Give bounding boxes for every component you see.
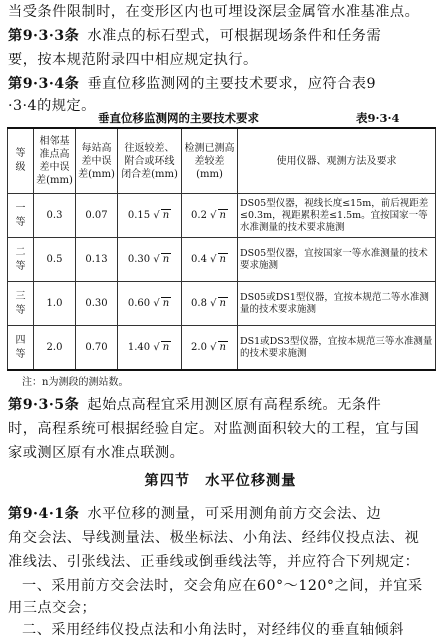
clause-text: 垂直位移监测网的主要技术要求，应符合表9 bbox=[87, 76, 376, 92]
clause-number: 第9·3·4条 bbox=[8, 76, 80, 92]
clause-9-4-1-line-2: 角交会法、导线测量法、极坐标法、小角法、经纬仪投点法、视 bbox=[8, 530, 420, 546]
clause-9-3-5-line-2: 时，高程系统可根据经验自定。对监测面积较大的工程，宜与国 bbox=[8, 421, 420, 437]
value-cell: 0.2 √ n bbox=[182, 194, 238, 238]
section-title: 第四节 水平位移测量 bbox=[144, 473, 297, 489]
value-cell: 0.30 bbox=[76, 282, 118, 326]
clause-text: 起始点高程宜采用测区原有高程系统。无条件 bbox=[87, 397, 382, 413]
sqrt-var: n bbox=[162, 342, 170, 353]
sqrt-var: n bbox=[219, 254, 226, 265]
table-row bbox=[8, 326, 436, 371]
clause-9-3-4-line-1 bbox=[8, 72, 435, 96]
clause-9-3-3-line-2: 要，按本规范附录四中相应规定执行。 bbox=[8, 52, 258, 68]
value-cell: 0.70 bbox=[76, 326, 118, 371]
sqrt-var: n bbox=[219, 210, 226, 221]
clause-9-3-5-line-1 bbox=[8, 393, 435, 417]
value-cell: 0.60 √ n bbox=[118, 282, 182, 326]
header-closure-error: 往返较差、附合或环线闭合差(mm) bbox=[118, 128, 182, 194]
value-cell: 0.8 √ n bbox=[182, 282, 238, 326]
value-cell: 0.07 bbox=[76, 194, 118, 238]
value-cell: 0.3 bbox=[34, 194, 76, 238]
clause-9-4-1-line-3: 准线法、引张线法、正垂线或倒垂线法等，并应符合下列规定： bbox=[8, 554, 420, 570]
table-row bbox=[8, 194, 436, 238]
sqrt-var: n bbox=[162, 210, 170, 221]
header-grade: 等级 bbox=[8, 128, 34, 194]
clause-number: 第9·3·3条 bbox=[8, 28, 80, 44]
table-header-row bbox=[8, 128, 436, 194]
clause-9-4-1-line-1 bbox=[8, 502, 435, 526]
value-cell: 0.4 √ n bbox=[182, 238, 238, 282]
sqrt-icon: √ bbox=[210, 298, 217, 309]
method-cell: DS05型仪器，视线长度≤15m，前后视距差≤0.3m，视距累积差≤1.5m。宜按国家一等水准测量的技术要求施测 bbox=[238, 194, 436, 238]
grade-cell: 四等 bbox=[8, 326, 34, 371]
table-row bbox=[8, 238, 436, 282]
sqrt-var: n bbox=[219, 342, 226, 353]
value-cell: 0.30 √ n bbox=[118, 238, 182, 282]
sqrt-var: n bbox=[219, 298, 226, 309]
value-cell: 0.15 √ n bbox=[118, 194, 182, 238]
clause-9-3-3-line-1 bbox=[8, 24, 435, 48]
grade-cell: 二等 bbox=[8, 238, 34, 282]
clause-number: 第9·4·1条 bbox=[8, 506, 80, 522]
value-cell: 2.0 bbox=[34, 326, 76, 371]
method-cell: DS05型仪器，宜按国家一等水准测量的技术要求施测 bbox=[238, 238, 436, 282]
sqrt-var: n bbox=[162, 254, 170, 265]
header-adjacent-benchmark-error: 相邻基准点高差中误差(mm) bbox=[34, 128, 76, 194]
table-note: 注：n为测段的测站数。 bbox=[22, 377, 129, 388]
grade-cell: 三等 bbox=[8, 282, 34, 326]
table-number: 表9·3·4 bbox=[356, 111, 400, 125]
header-per-station-error: 每站高差中误差(mm) bbox=[76, 128, 118, 194]
item-2-line-1: 二、采用经纬仪投点法和小角法时，对经纬仪的垂直轴倾斜 bbox=[22, 622, 404, 638]
sqrt-icon: √ bbox=[210, 210, 217, 221]
sqrt-icon: √ bbox=[153, 298, 160, 309]
item-1-line-2: 用三点交会； bbox=[8, 600, 97, 616]
sqrt-icon: √ bbox=[153, 210, 160, 221]
header-instrument-method: 使用仪器、观测方法及要求 bbox=[238, 128, 436, 194]
sqrt-icon: √ bbox=[153, 342, 160, 353]
clause-text: 水准点的标石型式，可根据现场条件和任务需 bbox=[87, 28, 382, 44]
sqrt-icon: √ bbox=[210, 254, 217, 265]
item-1-line-1: 一、采用前方交会法时，交会角应在60°～120°之间，并宜采 bbox=[22, 578, 423, 594]
table-row bbox=[8, 282, 436, 326]
value-cell: 0.5 bbox=[34, 238, 76, 282]
value-cell: 1.40 √ n bbox=[118, 326, 182, 371]
sqrt-var: n bbox=[162, 298, 170, 309]
paragraph-continued: 当受条件限制时，在变形区内也可埋设深层金属管水准基准点。 bbox=[8, 4, 420, 20]
technical-requirements-table bbox=[7, 127, 436, 371]
table-title: 垂直位移监测网的主要技术要求 bbox=[98, 111, 259, 125]
grade-cell: 一等 bbox=[8, 194, 34, 238]
clause-number: 第9·3·5条 bbox=[8, 397, 80, 413]
value-cell: 2.0 √ n bbox=[182, 326, 238, 371]
value-cell: 1.0 bbox=[34, 282, 76, 326]
sqrt-icon: √ bbox=[153, 254, 160, 265]
clause-9-3-5-line-3: 家或测区原有水准点联测。 bbox=[8, 445, 185, 461]
value-cell: 0.13 bbox=[76, 238, 118, 282]
method-cell: DS1或DS3型仪器，宜按本规范三等水准测量的技术要求施测 bbox=[238, 326, 436, 371]
sqrt-icon: √ bbox=[210, 342, 217, 353]
clause-9-3-4-line-2: ·3·4的规定。 bbox=[8, 98, 96, 114]
method-cell: DS05或DS1型仪器，宜按本规范二等水准测量的技术要求施测 bbox=[238, 282, 436, 326]
header-recheck-difference: 检测已测高差较差(mm) bbox=[182, 128, 238, 194]
clause-text: 水平位移的测量，可采用测角前方交会法、边 bbox=[87, 506, 382, 522]
